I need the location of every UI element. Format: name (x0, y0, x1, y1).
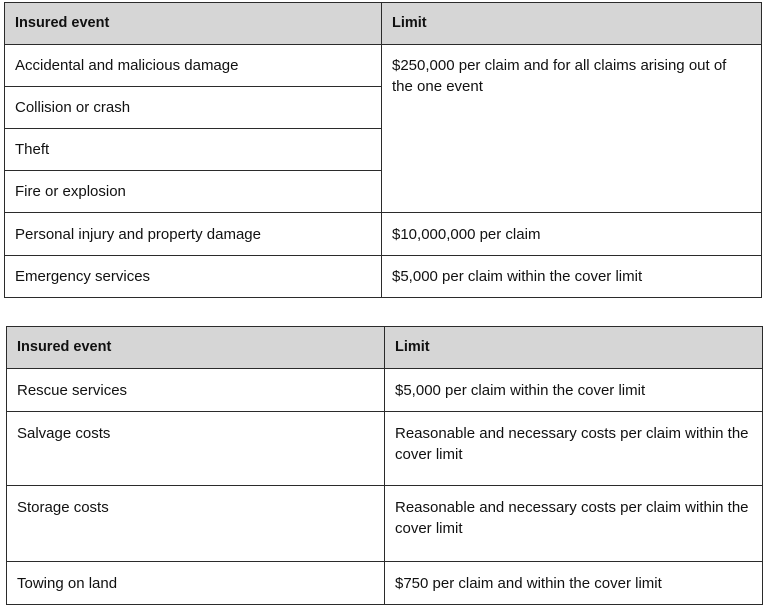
event-cell: Salvage costs (7, 412, 385, 486)
insurance-limits-table-2 (6, 326, 763, 605)
event-cell: Storage costs (7, 486, 385, 562)
event-cell: Theft (5, 129, 382, 171)
limit-cell: $10,000,000 per claim (382, 213, 762, 256)
table-row (5, 45, 762, 87)
header-limit: Limit (385, 327, 763, 369)
table-header-row (5, 3, 762, 45)
limit-cell: $5,000 per claim within the cover limit (382, 256, 762, 298)
limit-cell: $750 per claim and within the cover limit (385, 562, 763, 605)
limit-cell: Reasonable and necessary costs per claim within the cover limit (385, 412, 763, 486)
table-header-row (7, 327, 763, 369)
event-cell: Personal injury and property damage (5, 213, 382, 256)
table-row (7, 486, 763, 562)
limit-cell: Reasonable and necessary costs per claim within the cover limit (385, 486, 763, 562)
header-limit: Limit (382, 3, 762, 45)
table-row (7, 369, 763, 412)
event-cell: Emergency services (5, 256, 382, 298)
event-cell: Accidental and malicious damage (5, 45, 382, 87)
limit-cell-merged: $250,000 per claim and for all claims arising out of the one event (382, 45, 762, 213)
insurance-limits-table-1 (4, 2, 762, 298)
limit-cell: $5,000 per claim within the cover limit (385, 369, 763, 412)
header-insured-event: Insured event (7, 327, 385, 369)
table-row (5, 256, 762, 298)
event-cell: Towing on land (7, 562, 385, 605)
header-insured-event: Insured event (5, 3, 382, 45)
table-row (7, 412, 763, 486)
table-row (7, 562, 763, 605)
table-row (5, 213, 762, 256)
event-cell: Rescue services (7, 369, 385, 412)
event-cell: Fire or explosion (5, 171, 382, 213)
event-cell: Collision or crash (5, 87, 382, 129)
